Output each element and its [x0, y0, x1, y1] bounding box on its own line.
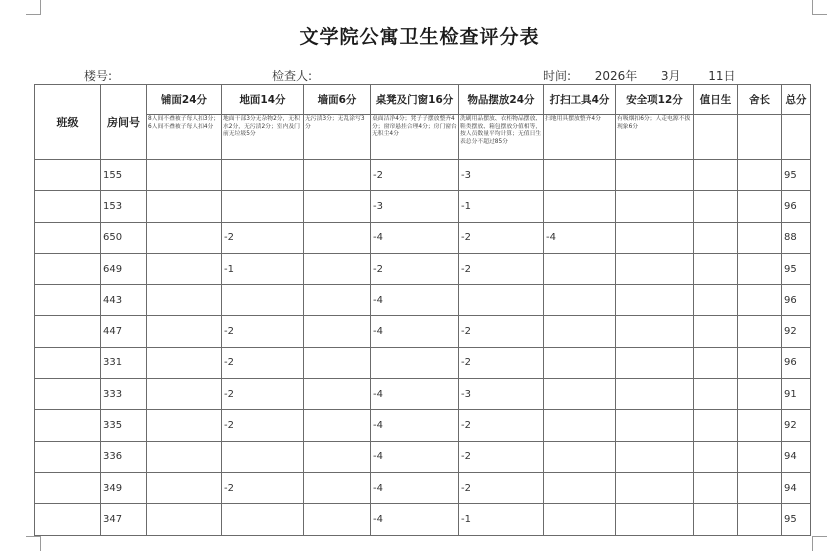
cell-duty — [694, 253, 738, 284]
cell-desk: -4 — [371, 379, 459, 410]
cell-tools — [544, 285, 616, 316]
table-row — [35, 160, 811, 191]
cell-tools — [544, 441, 616, 472]
date-day: 11日 — [708, 69, 736, 83]
cell-duty — [694, 222, 738, 253]
cell-head — [738, 441, 782, 472]
cell-duty — [694, 441, 738, 472]
table-row — [35, 191, 811, 222]
cell-room: 347 — [101, 504, 147, 535]
cell-room: 331 — [101, 347, 147, 378]
header-total: 总分 — [782, 85, 811, 115]
cell-total: 91 — [782, 379, 811, 410]
header-duty: 值日生 — [694, 85, 738, 115]
cell-wall — [304, 504, 371, 535]
document-title: 文学院公寓卫生检查评分表 — [299, 26, 540, 48]
inspector-label: 检查人: — [272, 69, 313, 83]
cell-items: -2 — [459, 253, 544, 284]
cell-bed — [147, 347, 222, 378]
cell-total: 95 — [782, 504, 811, 535]
criteria-wall: 无污渍3分；无乱涂写3分 — [304, 115, 371, 160]
crop-mark-top-left — [26, 0, 41, 15]
cell-desk: -2 — [371, 160, 459, 191]
cell-head — [738, 347, 782, 378]
cell-safety — [616, 191, 694, 222]
header-class: 班级 — [35, 85, 101, 160]
cell-items: -2 — [459, 347, 544, 378]
cell-safety — [616, 222, 694, 253]
cell-cls — [35, 379, 101, 410]
cell-bed — [147, 316, 222, 347]
table-row — [35, 379, 811, 410]
cell-tools — [544, 410, 616, 441]
cell-wall — [304, 441, 371, 472]
cell-safety — [616, 253, 694, 284]
crop-mark-top-right — [812, 0, 827, 15]
cell-floor: -2 — [222, 410, 304, 441]
cell-items: -2 — [459, 441, 544, 472]
cell-desk: -4 — [371, 410, 459, 441]
cell-bed — [147, 285, 222, 316]
cell-desk: -3 — [371, 191, 459, 222]
cell-tools — [544, 472, 616, 503]
table-row — [35, 316, 811, 347]
cell-total: 96 — [782, 285, 811, 316]
date-month: 3月 — [660, 69, 681, 83]
cell-head — [738, 504, 782, 535]
cell-cls — [35, 472, 101, 503]
cell-total: 88 — [782, 222, 811, 253]
criteria-head — [738, 115, 782, 160]
cell-duty — [694, 160, 738, 191]
cell-head — [738, 472, 782, 503]
cell-tools — [544, 253, 616, 284]
cell-safety — [616, 347, 694, 378]
table-row — [35, 410, 811, 441]
cell-wall — [304, 410, 371, 441]
cell-cls — [35, 441, 101, 472]
header-row — [35, 85, 811, 115]
cell-floor — [222, 191, 304, 222]
criteria-safety: 有吸烟扣6分；人走电源不拔现象6分 — [616, 115, 694, 160]
cell-room: 443 — [101, 285, 147, 316]
cell-floor — [222, 160, 304, 191]
cell-tools: -4 — [544, 222, 616, 253]
header-safety: 安全项12分 — [616, 85, 694, 115]
cell-desk — [371, 347, 459, 378]
cell-room: 447 — [101, 316, 147, 347]
cell-head — [738, 191, 782, 222]
cell-cls — [35, 504, 101, 535]
criteria-total — [782, 115, 811, 160]
cell-safety — [616, 504, 694, 535]
cell-items: -3 — [459, 379, 544, 410]
cell-cls — [35, 253, 101, 284]
cell-floor: -1 — [222, 253, 304, 284]
cell-items: -1 — [459, 191, 544, 222]
criteria-tools: 扫地用具摆放整齐4分 — [544, 115, 616, 160]
criteria-items: 洗刷用品摆放、衣柜物品摆放、鞋类摆放、箱包摆放分值相等，按人员数量平均计算；无值日生表总分不超过85分 — [459, 115, 544, 160]
cell-items: -1 — [459, 504, 544, 535]
cell-desk: -4 — [371, 285, 459, 316]
criteria-row — [35, 115, 811, 160]
cell-bed — [147, 504, 222, 535]
header-desk: 桌凳及门窗16分 — [371, 85, 459, 115]
cell-tools — [544, 504, 616, 535]
cell-floor — [222, 441, 304, 472]
header-bed: 铺面24分 — [147, 85, 222, 115]
header-items: 物品摆放24分 — [459, 85, 544, 115]
cell-tools — [544, 160, 616, 191]
cell-head — [738, 160, 782, 191]
header-head: 舍长 — [738, 85, 782, 115]
cell-desk: -4 — [371, 222, 459, 253]
cell-floor — [222, 285, 304, 316]
cell-room: 153 — [101, 191, 147, 222]
cell-items: -2 — [459, 316, 544, 347]
inspection-date — [543, 67, 735, 84]
cell-bed — [147, 472, 222, 503]
cell-room: 333 — [101, 379, 147, 410]
cell-duty — [694, 379, 738, 410]
cell-bed — [147, 222, 222, 253]
cell-bed — [147, 160, 222, 191]
cell-room: 649 — [101, 253, 147, 284]
cell-cls — [35, 347, 101, 378]
cell-head — [738, 379, 782, 410]
cell-safety — [616, 379, 694, 410]
cell-desk: -2 — [371, 253, 459, 284]
cell-tools — [544, 191, 616, 222]
cell-safety — [616, 441, 694, 472]
cell-desk: -4 — [371, 504, 459, 535]
score-table — [34, 84, 811, 536]
building-label: 楼号: — [84, 69, 113, 83]
cell-room: 335 — [101, 410, 147, 441]
cell-head — [738, 253, 782, 284]
crop-mark-bottom-right — [812, 536, 827, 551]
header-floor: 地面14分 — [222, 85, 304, 115]
cell-safety — [616, 472, 694, 503]
cell-tools — [544, 347, 616, 378]
table-row — [35, 504, 811, 535]
cell-wall — [304, 472, 371, 503]
cell-room: 155 — [101, 160, 147, 191]
cell-total: 94 — [782, 441, 811, 472]
criteria-desk: 桌面洁净4分；凳子子摆放整齐4分；窗帘悬挂合理4分；房门窗台无积尘4分 — [371, 115, 459, 160]
cell-desk: -4 — [371, 472, 459, 503]
header-room: 房间号 — [101, 85, 147, 160]
cell-cls — [35, 316, 101, 347]
cell-duty — [694, 347, 738, 378]
table-row — [35, 472, 811, 503]
cell-bed — [147, 441, 222, 472]
cell-cls — [35, 285, 101, 316]
cell-head — [738, 410, 782, 441]
cell-head — [738, 316, 782, 347]
cell-total: 92 — [782, 316, 811, 347]
date-year: 2026年 — [594, 69, 638, 83]
cell-head — [738, 285, 782, 316]
cell-total: 92 — [782, 410, 811, 441]
cell-floor: -2 — [222, 379, 304, 410]
cell-cls — [35, 160, 101, 191]
cell-floor: -2 — [222, 472, 304, 503]
table-row — [35, 285, 811, 316]
cell-duty — [694, 285, 738, 316]
table-row — [35, 222, 811, 253]
cell-total: 96 — [782, 347, 811, 378]
cell-wall — [304, 316, 371, 347]
cell-wall — [304, 222, 371, 253]
cell-tools — [544, 316, 616, 347]
cell-total: 95 — [782, 160, 811, 191]
criteria-floor: 地面干部3分无杂物2分，无积水2分，无污渍2分；室内及门前无垃圾5分 — [222, 115, 304, 160]
cell-duty — [694, 316, 738, 347]
cell-total: 96 — [782, 191, 811, 222]
header-wall: 墙面6分 — [304, 85, 371, 115]
cell-cls — [35, 410, 101, 441]
cell-bed — [147, 253, 222, 284]
cell-safety — [616, 285, 694, 316]
cell-duty — [694, 191, 738, 222]
cell-safety — [616, 410, 694, 441]
cell-floor: -2 — [222, 222, 304, 253]
cell-desk: -4 — [371, 316, 459, 347]
cell-items — [459, 285, 544, 316]
cell-room: 349 — [101, 472, 147, 503]
cell-items: -2 — [459, 222, 544, 253]
cell-room: 650 — [101, 222, 147, 253]
table-row — [35, 441, 811, 472]
cell-duty — [694, 504, 738, 535]
cell-items: -2 — [459, 410, 544, 441]
cell-floor: -2 — [222, 316, 304, 347]
cell-bed — [147, 410, 222, 441]
cell-safety — [616, 160, 694, 191]
cell-duty — [694, 410, 738, 441]
cell-room: 336 — [101, 441, 147, 472]
cell-wall — [304, 379, 371, 410]
table-row — [35, 347, 811, 378]
cell-cls — [35, 191, 101, 222]
cell-tools — [544, 379, 616, 410]
cell-bed — [147, 191, 222, 222]
time-label: 时间: — [543, 69, 572, 83]
cell-wall — [304, 253, 371, 284]
cell-desk: -4 — [371, 441, 459, 472]
criteria-duty — [694, 115, 738, 160]
crop-mark-bottom-left — [26, 536, 41, 551]
cell-wall — [304, 160, 371, 191]
cell-duty — [694, 472, 738, 503]
cell-floor — [222, 504, 304, 535]
cell-wall — [304, 191, 371, 222]
criteria-bed: 8人间不叠被子每人扣3分；6人间不叠被子每人扣4分 — [147, 115, 222, 160]
header-tools: 打扫工具4分 — [544, 85, 616, 115]
table-row — [35, 253, 811, 284]
cell-wall — [304, 347, 371, 378]
cell-total: 95 — [782, 253, 811, 284]
cell-cls — [35, 222, 101, 253]
cell-safety — [616, 316, 694, 347]
cell-items: -2 — [459, 472, 544, 503]
cell-total: 94 — [782, 472, 811, 503]
cell-wall — [304, 285, 371, 316]
cell-floor: -2 — [222, 347, 304, 378]
cell-bed — [147, 379, 222, 410]
cell-items: -3 — [459, 160, 544, 191]
cell-head — [738, 222, 782, 253]
